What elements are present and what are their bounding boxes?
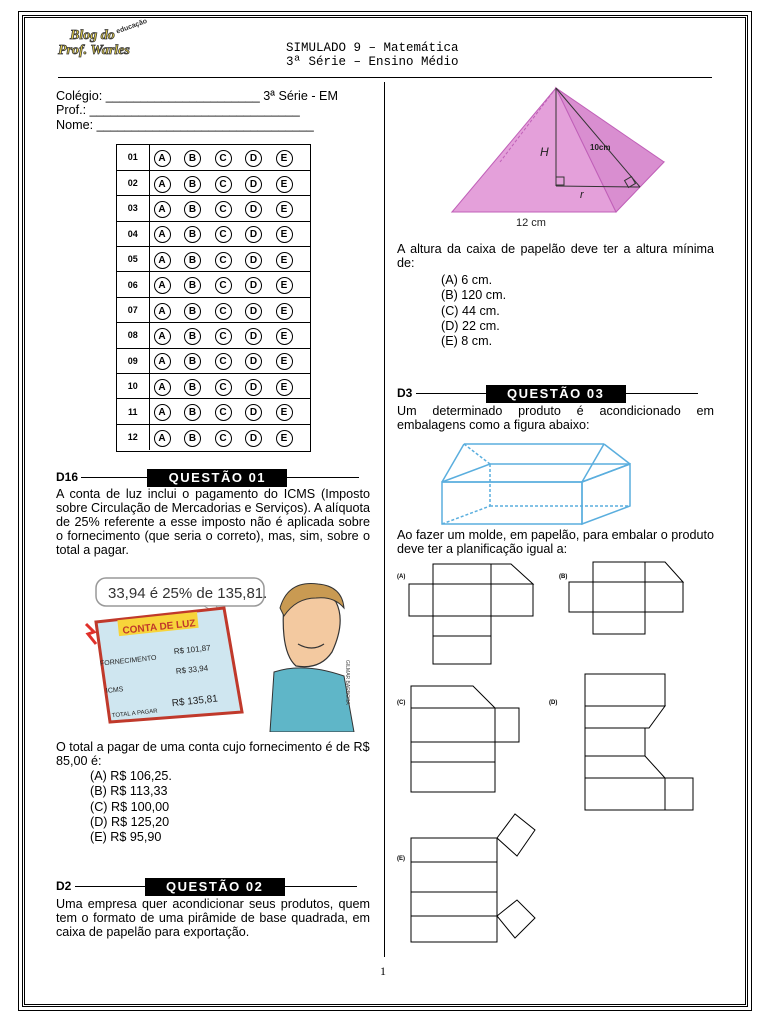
answer-bubbles	[149, 272, 310, 297]
answer-row-number: 10	[117, 374, 149, 399]
answer-bubble-e[interactable]: E	[276, 379, 293, 396]
answer-bubble-e[interactable]: E	[276, 252, 293, 269]
answer-bubble-d[interactable]: D	[245, 328, 262, 345]
q2-option-c[interactable]: (C) 44 cm.	[441, 303, 500, 318]
column-divider	[384, 82, 385, 957]
answer-row	[117, 196, 310, 221]
answer-bubbles	[149, 424, 310, 449]
answer-bubble-d[interactable]: D	[245, 226, 262, 243]
answer-row	[117, 374, 310, 399]
bill-row2-label: ICMS	[105, 686, 124, 695]
answer-bubble-e[interactable]: E	[276, 176, 293, 193]
cartoon-credit: GILMAR BARBOSA	[344, 660, 350, 705]
logo-arc: educação	[115, 17, 149, 36]
answer-bubble-a[interactable]: A	[154, 201, 171, 218]
answer-bubble-a[interactable]: A	[154, 430, 171, 447]
field-nome: Nome: _______________________________	[56, 118, 314, 132]
answer-bubble-c[interactable]: C	[215, 404, 232, 421]
answer-row-number: 07	[117, 297, 149, 322]
answer-bubbles	[149, 221, 310, 246]
answer-bubble-a[interactable]: A	[154, 176, 171, 193]
answer-bubbles	[149, 297, 310, 322]
answer-bubble-a[interactable]: A	[154, 252, 171, 269]
net-c-label: (C)	[397, 700, 406, 706]
answer-bubble-a[interactable]: A	[154, 150, 171, 167]
answer-bubble-d[interactable]: D	[245, 150, 262, 167]
answer-bubble-b[interactable]: B	[184, 303, 201, 320]
answer-bubble-e[interactable]: E	[276, 277, 293, 294]
q2-option-a[interactable]: (A) 6 cm.	[441, 273, 493, 287]
answer-row-number: 11	[117, 399, 149, 424]
bill-row1-label: FORNECIMENTO	[99, 654, 157, 668]
q3-nets	[393, 556, 723, 956]
answer-bubble-d[interactable]: D	[245, 277, 262, 294]
answer-bubble-d[interactable]: D	[245, 379, 262, 396]
blog-logo	[44, 17, 154, 61]
answer-row	[117, 272, 310, 297]
answer-bubble-c[interactable]: C	[215, 303, 232, 320]
answer-row	[117, 399, 310, 424]
answer-bubble-c[interactable]: C	[215, 353, 232, 370]
q2-text: Uma empresa quer acondicionar seus produtos, quem tem o formato de uma pirâmide de base quadrada, em caixa de papelão para exportação.	[56, 897, 370, 939]
answer-bubble-a[interactable]: A	[154, 303, 171, 320]
q2-option-b[interactable]: (B) 120 cm.	[441, 288, 507, 303]
answer-bubble-c[interactable]: C	[215, 226, 232, 243]
q1-option-b[interactable]: (B) R$ 113,33	[90, 784, 168, 799]
answer-bubble-e[interactable]: E	[276, 430, 293, 447]
q2-label: QUESTÃO 02	[145, 878, 285, 896]
q1-text: A conta de luz inclui o pagamento do ICMS (Imposto sobre Circulação de Mercadorias e Serviços). A alíquota de 25% referente a esse imposto não é aplicada sobre o fornecimento (que seria o correto), mas, sim, sobre o total a pagar.	[56, 487, 370, 557]
answer-bubble-d[interactable]: D	[245, 353, 262, 370]
answer-row	[117, 145, 310, 170]
answer-bubbles	[149, 374, 310, 399]
q3-question: Ao fazer um molde, em papelão, para embalar o produto deve ter a planificação igual a:	[397, 528, 714, 556]
answer-row	[117, 348, 310, 373]
answer-bubble-b[interactable]: B	[184, 176, 201, 193]
q1-descriptor: D16	[56, 470, 79, 484]
answer-bubble-d[interactable]: D	[245, 176, 262, 193]
answer-bubble-b[interactable]: B	[184, 226, 201, 243]
answer-bubble-b[interactable]: B	[184, 404, 201, 421]
pyramid-figure	[440, 84, 670, 229]
answer-bubble-d[interactable]: D	[245, 252, 262, 269]
answer-bubble-c[interactable]: C	[215, 252, 232, 269]
answer-bubbles	[149, 348, 310, 373]
answer-row-number: 06	[117, 272, 149, 297]
net-b-label: (B)	[559, 574, 568, 580]
net-a-label: (A)	[397, 574, 406, 580]
answer-row-number: 05	[117, 247, 149, 272]
answer-bubble-b[interactable]: B	[184, 379, 201, 396]
bill-row3-label: TOTAL A PAGAR	[111, 708, 158, 720]
answer-bubbles	[149, 399, 310, 424]
q1-question: O total a pagar de uma conta cujo fornecimento é de R$ 85,00 é:	[56, 740, 370, 768]
answer-bubbles	[149, 170, 310, 195]
logo-line2: Prof. Warles	[58, 43, 130, 58]
answer-bubble-e[interactable]: E	[276, 150, 293, 167]
header-title-line2: 3ª Série – Ensino Médio	[286, 55, 459, 69]
answer-row-number: 08	[117, 323, 149, 348]
answer-bubble-b[interactable]: B	[184, 430, 201, 447]
answer-bubble-e[interactable]: E	[276, 303, 293, 320]
answer-bubble-a[interactable]: A	[154, 328, 171, 345]
q3-text: Um determinado produto é acondicionado em embalagens como a figura abaixo:	[397, 404, 714, 432]
bill-title: CONTA DE LUZ	[121, 618, 197, 637]
answer-table	[117, 145, 310, 450]
q1-label: QUESTÃO 01	[147, 469, 287, 487]
answer-row-number: 02	[117, 170, 149, 195]
answer-sheet	[116, 144, 311, 452]
answer-bubble-b[interactable]: B	[184, 328, 201, 345]
answer-bubble-b[interactable]: B	[184, 150, 201, 167]
answer-row-number: 04	[117, 221, 149, 246]
answer-row	[117, 323, 310, 348]
prism-figure	[438, 440, 634, 528]
answer-bubbles	[149, 196, 310, 221]
q2-question: A altura da caixa de papelão deve ter a altura mínima de:	[397, 242, 714, 270]
q2-option-e[interactable]: (E) 8 cm.	[441, 334, 493, 349]
answer-bubbles	[149, 247, 310, 272]
answer-row-number: 01	[117, 145, 149, 170]
answer-bubble-c[interactable]: C	[215, 430, 232, 447]
q3-descriptor: D3	[397, 386, 413, 400]
q2-descriptor: D2	[56, 879, 72, 893]
bill-row2-value: R$ 33,94	[175, 663, 209, 676]
answer-bubble-c[interactable]: C	[215, 150, 232, 167]
bill-row1-value: R$ 101,87	[173, 643, 212, 657]
q3-heading	[397, 384, 698, 402]
speech-text: 33,94 é 25% de 135,81.	[108, 585, 268, 602]
answer-bubbles	[149, 145, 310, 170]
q1-option-a[interactable]: (A) R$ 106,25.	[90, 769, 172, 783]
q2-option-d[interactable]: (D) 22 cm.	[441, 318, 500, 333]
answer-bubble-c[interactable]: C	[215, 328, 232, 345]
q1-cartoon	[74, 572, 364, 732]
answer-bubble-b[interactable]: B	[184, 201, 201, 218]
field-colegio: Colégio: ______________________ 3ª Série - EM	[56, 89, 338, 103]
answer-bubble-a[interactable]: A	[154, 226, 171, 243]
header-title-line1: SIMULADO 9 – Matemática	[286, 41, 459, 55]
net-d-label: (D)	[549, 700, 558, 706]
header-rule	[58, 77, 712, 78]
answer-row-number: 09	[117, 348, 149, 373]
bill-row3-value: R$ 135,81	[171, 693, 219, 710]
answer-bubble-a[interactable]: A	[154, 379, 171, 396]
answer-bubble-d[interactable]: D	[245, 201, 262, 218]
q3-label: QUESTÃO 03	[486, 385, 626, 403]
answer-bubble-b[interactable]: B	[184, 277, 201, 294]
answer-row-number: 12	[117, 424, 149, 449]
answer-bubble-e[interactable]: E	[276, 201, 293, 218]
answer-bubble-e[interactable]: E	[276, 226, 293, 243]
logo-line1: Blog do	[70, 28, 115, 43]
answer-bubble-e[interactable]: E	[276, 404, 293, 421]
answer-bubble-d[interactable]: D	[245, 404, 262, 421]
answer-row	[117, 221, 310, 246]
pyramid-base-label: 12 cm	[516, 217, 546, 229]
answer-bubble-c[interactable]: C	[215, 277, 232, 294]
answer-row-number: 03	[117, 196, 149, 221]
answer-bubble-a[interactable]: A	[154, 277, 171, 294]
answer-row	[117, 424, 310, 449]
answer-bubble-d[interactable]: D	[245, 303, 262, 320]
answer-bubbles	[149, 323, 310, 348]
answer-bubble-e[interactable]: E	[276, 328, 293, 345]
q2-options	[441, 273, 506, 349]
pyramid-slant-label: 10cm	[590, 143, 611, 152]
net-e-label: (E)	[397, 856, 405, 862]
answer-bubble-c[interactable]: C	[215, 176, 232, 193]
q1-options	[90, 769, 172, 845]
answer-bubble-c[interactable]: C	[215, 379, 232, 396]
page-number: 1	[380, 964, 386, 978]
field-prof: Prof.: ______________________________	[56, 103, 300, 117]
answer-bubble-b[interactable]: B	[184, 353, 201, 370]
q2-heading	[56, 877, 357, 895]
q1-option-c[interactable]: (C) R$ 100,00	[90, 799, 170, 814]
answer-bubble-a[interactable]: A	[154, 404, 171, 421]
answer-bubble-a[interactable]: A	[154, 353, 171, 370]
answer-bubble-b[interactable]: B	[184, 252, 201, 269]
q1-heading	[56, 468, 359, 486]
answer-row	[117, 247, 310, 272]
answer-bubble-e[interactable]: E	[276, 353, 293, 370]
pyramid-height-label: H	[540, 145, 549, 159]
answer-row	[117, 297, 310, 322]
answer-row	[117, 170, 310, 195]
answer-bubble-d[interactable]: D	[245, 430, 262, 447]
answer-bubble-c[interactable]: C	[215, 201, 232, 218]
q1-option-d[interactable]: (D) R$ 125,20	[90, 814, 170, 829]
q1-option-e[interactable]: (E) R$ 95,90	[90, 830, 162, 845]
pyramid-radius-label: r	[580, 189, 584, 201]
